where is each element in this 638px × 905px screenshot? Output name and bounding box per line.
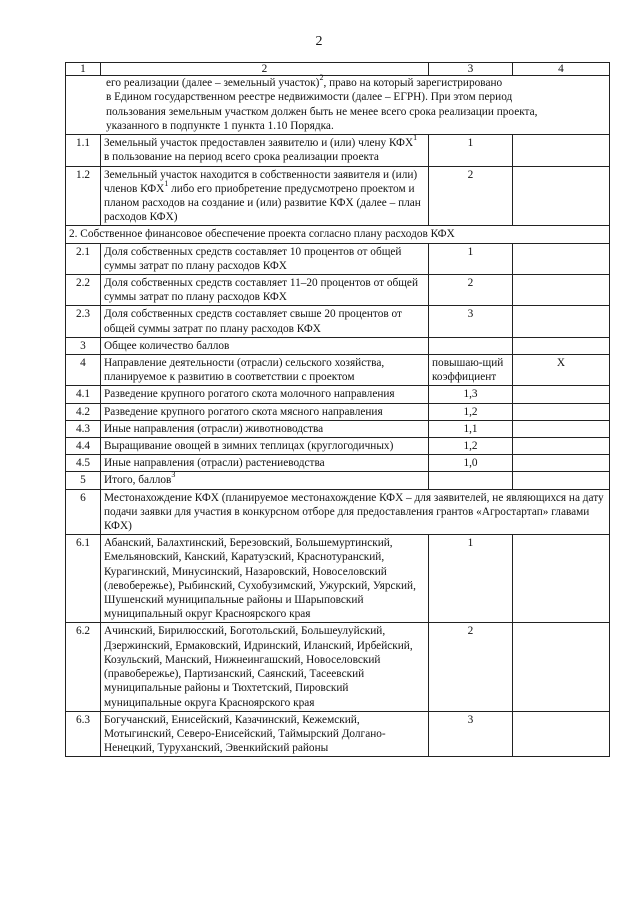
- row-text: Итого, баллов$^3$: [101, 472, 429, 489]
- table-row: [66, 711, 610, 757]
- row-empty: [513, 243, 610, 274]
- row-text: Абанский, Балахтинский, Березовский, Большемуртинский, Емельяновский, Канский, Каратузский, Краснотуранский, Курагинский, Минусинский, Назаровский, Новоселовский (левобережье), Рыбинский, Сухобузимский, Ужурский, Уярский, Шушенский муниципальные районы и Шарыповский муниципальный округ Красноярского края: [101, 535, 429, 623]
- row-number: 4.4: [66, 438, 101, 455]
- row-text: Ачинский, Бирилюсский, Боготольский, Большеулуйский, Дзержинский, Ермаковский, Идринский, Иланский, Ирбейский, Козульский, Манский, Нижнеингашский, Новоселовский (правобережье), Партизанский, Саянский, Тасеевский муниципальные районы и Тюхтетский, Пировский муниципальные округа Красноярского края: [101, 623, 429, 711]
- header-col-2: 2: [101, 63, 429, 76]
- row-empty: [513, 472, 610, 489]
- table-row: [66, 243, 610, 274]
- row-points: 1: [429, 135, 513, 166]
- row-empty: [513, 337, 610, 354]
- table-row: [66, 355, 610, 386]
- table-row: [66, 438, 610, 455]
- section-row: [66, 226, 610, 243]
- row-empty: [513, 455, 610, 472]
- table-row: [66, 166, 610, 226]
- table-row: [66, 306, 610, 337]
- row-text: Земельный участок предоставлен заявителю и (или) члену КФХ$^1$ в пользование на период всего срока реализации проекта: [101, 135, 429, 166]
- row-number: 5: [66, 472, 101, 489]
- row-number: 1.1: [66, 135, 101, 166]
- row-text: Доля собственных средств составляет 10 процентов от общей суммы затрат по плану расходов КФХ: [101, 243, 429, 274]
- row-points: 1,0: [429, 455, 513, 472]
- row-text: Выращивание овощей в зимних теплицах (круглогодичных): [101, 438, 429, 455]
- row-number: 2.1: [66, 243, 101, 274]
- row-number: 3: [66, 337, 101, 354]
- row-empty: [513, 386, 610, 403]
- row-empty: [513, 166, 610, 226]
- section-title-2: 2. Собственное финансовое обеспечение проекта согласно плану расходов КФХ: [66, 226, 610, 243]
- row-number: 4.2: [66, 403, 101, 420]
- row-text: Земельный участок находится в собственности заявителя и (или) членов КФХ$^1$ либо его приобретение предусмотрено проектом и планом расходов на создание и (или) развитие КФХ (далее – план расходов КФХ): [101, 166, 429, 226]
- table-row: [66, 386, 610, 403]
- row-text: Богучанский, Енисейский, Казачинский, Кежемский, Мотыгинский, Северо-Енисейский, Таймырский Долгано-Ненецкий, Туруханский, Эвенкийский районы: [101, 711, 429, 757]
- row-points: 1,3: [429, 386, 513, 403]
- table-row-intro: [66, 76, 610, 135]
- header-col-1: 1: [66, 63, 101, 76]
- row-number: 4.1: [66, 386, 101, 403]
- row-points: 2: [429, 275, 513, 306]
- row-empty: [513, 438, 610, 455]
- table-row: [66, 455, 610, 472]
- row-empty: [513, 275, 610, 306]
- row-empty: [513, 135, 610, 166]
- page-number: 2: [315, 34, 323, 49]
- row-number: 6.3: [66, 711, 101, 757]
- row-number: 6: [66, 489, 101, 535]
- row-points: 1: [429, 243, 513, 274]
- table-row: [66, 337, 610, 354]
- row-empty: [513, 306, 610, 337]
- table-row: [66, 535, 610, 623]
- row-points: 1,1: [429, 420, 513, 437]
- row-number: 4.5: [66, 455, 101, 472]
- row-empty: [513, 535, 610, 623]
- row-text: Иные направления (отрасли) животноводства: [101, 420, 429, 437]
- row-points: 1: [429, 535, 513, 623]
- intro-text: его реализации (далее – земельный участок)$^2$, право на который зарегистрировано в Едином государственном реестре недвижимости (далее – ЕГРН). При этом период пользования земельным участком должен быть не менее всего срока реализации проекта, указанного в подпункте 1 пункта 1.10 Порядка.: [66, 76, 610, 135]
- row-empty: [513, 711, 610, 757]
- row-points: 1,2: [429, 438, 513, 455]
- row-number: 2.2: [66, 275, 101, 306]
- row-points: 2: [429, 166, 513, 226]
- row-text: Иные направления (отрасли) растениеводства: [101, 455, 429, 472]
- header-col-3: 3: [429, 63, 513, 76]
- row-text: Разведение крупного рогатого скота молочного направления: [101, 386, 429, 403]
- row-text: Общее количество баллов: [101, 337, 429, 354]
- criteria-table: [65, 62, 610, 757]
- table-row: [66, 420, 610, 437]
- row-points: 3: [429, 306, 513, 337]
- table-row: [66, 275, 610, 306]
- table-row: [66, 623, 610, 711]
- row-points: 2: [429, 623, 513, 711]
- row-number: 1.2: [66, 166, 101, 226]
- row-empty: [513, 420, 610, 437]
- row-text: Направление деятельности (отрасли) сельского хозяйства, планируемое к развитию в соответствии с проектом: [101, 355, 429, 386]
- row-text: Местонахождение КФХ (планируемое местонахождение КФХ – для заявителей, не являющихся на дату подачи заявки для участия в конкурсном отборе для предоставления грантов «Агростартап» главами КФХ): [101, 489, 610, 535]
- row-empty: [429, 472, 513, 489]
- row-text: Разведение крупного рогатого скота мясного направления: [101, 403, 429, 420]
- row-points: 1,2: [429, 403, 513, 420]
- row-text: Доля собственных средств составляет свыше 20 процентов от общей суммы затрат по плану расходов КФХ: [101, 306, 429, 337]
- row-number: 4: [66, 355, 101, 386]
- table-row: [66, 403, 610, 420]
- table-row: [66, 135, 610, 166]
- row-mark: X: [513, 355, 610, 386]
- table-row: [66, 472, 610, 489]
- row-number: 2.3: [66, 306, 101, 337]
- row-text: Доля собственных средств составляет 11–20 процентов от общей суммы затрат по плану расходов КФХ: [101, 275, 429, 306]
- header-col-4: 4: [513, 63, 610, 76]
- row-number: 4.3: [66, 420, 101, 437]
- table-header-row: [66, 63, 610, 76]
- row-number: 6.2: [66, 623, 101, 711]
- row-number: 6.1: [66, 535, 101, 623]
- row-points: 3: [429, 711, 513, 757]
- row-empty: [513, 623, 610, 711]
- table-row: [66, 489, 610, 535]
- row-empty: [429, 337, 513, 354]
- row-empty: [513, 403, 610, 420]
- row-points: повышаю-щий коэффициент: [429, 355, 513, 386]
